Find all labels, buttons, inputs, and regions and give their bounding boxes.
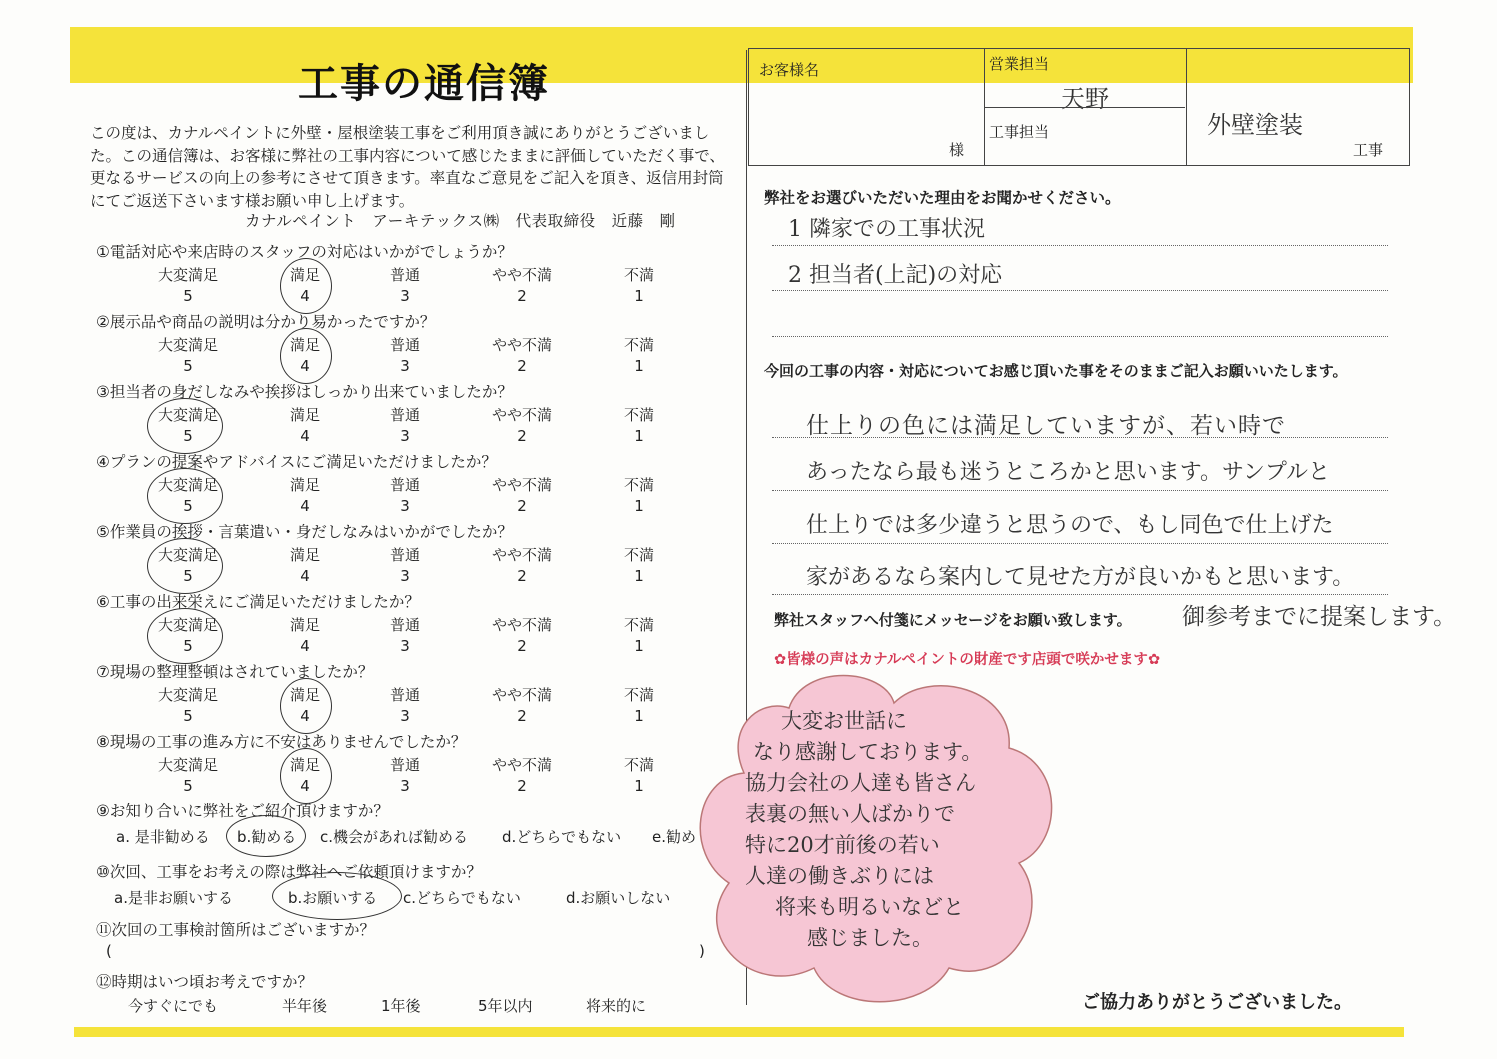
scale-number[interactable]: 5 (183, 777, 193, 795)
scale-label: 普通 (389, 616, 420, 634)
q10-text: ⑩次回、工事をお考えの際は弊社へご依頼頂けますか？ (96, 863, 482, 881)
scale-number[interactable]: 1 (634, 777, 644, 795)
q9-option-c[interactable]: c.機会があれば勧める (320, 828, 469, 846)
scale-label: 不満 (623, 686, 654, 704)
scale-label: やや不満 (491, 546, 552, 564)
note-line: 将来も明るいなどと (775, 895, 964, 919)
scale-number[interactable]: 1 (634, 427, 644, 445)
answer-circle (147, 398, 223, 454)
scale-number[interactable]: 1 (634, 497, 644, 515)
q9-option-b[interactable]: b.勧める (237, 828, 297, 846)
note-line: なり感謝しております。 (753, 740, 983, 764)
answer-circle (280, 328, 332, 384)
company-signature: カナルペイント アーキテックス㈱ 代表取締役 近藤 剛 (245, 212, 676, 230)
scale-label: やや不満 (491, 686, 552, 704)
scale-number[interactable]: 2 (517, 707, 527, 725)
thanks-text: ご協力ありがとうございました。 (1082, 992, 1352, 1013)
answer-circle (280, 258, 332, 314)
scale-number[interactable]: 3 (400, 637, 410, 655)
impression-line-4[interactable]: 家があるなら案内して見せた方が良いかもと思います。 (806, 565, 1355, 590)
intro-text: この度は、カナルペイントに外壁・屋根塗装工事をご利用頂き誠にありがとうございました。この通信簿は、お客様に弊社の工事内容について感じたままに評価していただく事で、更なるサービスの向上の参考にさせて頂きます。率直なご意見をご記入を頂き、返信用封筒にてご返送下さいます様お願い申し上げます。 (90, 124, 725, 210)
scale-label: やや不満 (491, 476, 552, 494)
scale-label: 普通 (389, 476, 420, 494)
q12-option-2[interactable]: 半年後 (282, 997, 328, 1015)
scale-number[interactable]: 2 (517, 637, 527, 655)
scale-label: 普通 (389, 546, 420, 564)
scale-number[interactable]: 3 (400, 287, 410, 305)
q9-option-d[interactable]: d.どちらでもない (502, 828, 622, 846)
impression-rule-4 (772, 594, 1388, 595)
scale-label: 不満 (623, 616, 654, 634)
note-line: 感じました。 (807, 926, 933, 950)
q12-option-3[interactable]: 1年後 (381, 997, 421, 1015)
scale-number[interactable]: 2 (517, 567, 527, 585)
note-line: 大変お世話に (781, 709, 907, 733)
scale-number[interactable]: 3 (400, 497, 410, 515)
reason-rule-2 (772, 290, 1388, 291)
scale-label: 満足 (289, 476, 320, 494)
scale-number[interactable]: 3 (400, 357, 410, 375)
q9-option-a[interactable]: a. 是非勧める (116, 828, 210, 846)
scale-label: 不満 (623, 756, 654, 774)
q11-close-paren: ) (699, 942, 705, 960)
customer-label: お客様名 (759, 61, 820, 79)
question-3-text: ③担当者の身だしなみや挨拶はしっかり出来ていましたか？ (96, 383, 513, 401)
scale-label: 普通 (389, 686, 420, 704)
q12-option-4[interactable]: 5年以内 (478, 997, 533, 1015)
note-line: 人達の働きぶりには (745, 864, 934, 888)
banner-label: 皆様の声はカナルペイントの財産です店頭で咲かせます (786, 652, 1148, 668)
question-5-text: ⑤作業員の挨拶・言葉遣い・身だしなみはいかがでしたか？ (96, 523, 513, 541)
note-line: 特に20才前後の若い (745, 833, 940, 857)
scale-label: やや不満 (491, 616, 552, 634)
bottom-yellow-band (74, 1027, 1404, 1037)
scale-label: 不満 (623, 406, 654, 424)
staff-cell (985, 49, 1187, 165)
scale-number[interactable]: 1 (634, 707, 644, 725)
note-line: 協力会社の人達も皆さん (745, 771, 976, 795)
scale-label: 普通 (389, 756, 420, 774)
sales-value[interactable]: 天野 (1061, 85, 1109, 113)
q10-option-b[interactable]: b.お願いする (288, 889, 378, 907)
scale-label: 満足 (289, 406, 320, 424)
banner-text (774, 648, 1160, 669)
work-label: 工事担当 (989, 123, 1050, 141)
reason-heading: 弊社をお選びいただいた理由をお聞かせください。 (764, 189, 1121, 207)
impression-rule-1 (772, 437, 1388, 438)
scale-label: 普通 (389, 336, 420, 354)
scale-number[interactable]: 5 (183, 567, 193, 585)
scale-label: 大変満足 (157, 336, 218, 354)
scale-label: 満足 (289, 756, 320, 774)
q12-option-1[interactable]: 今すぐにでも (128, 997, 219, 1015)
scale-number[interactable]: 5 (183, 287, 193, 305)
scale-number[interactable]: 1 (634, 637, 644, 655)
scale-label: やや不満 (491, 406, 552, 424)
scale-label: 満足 (289, 546, 320, 564)
work-suffix: 工事 (1353, 141, 1384, 159)
q10-option-c[interactable]: c.どちらでもない (403, 889, 521, 907)
question-8-text: ⑧現場の工事の進み方に不安はありませんでしたか？ (96, 733, 467, 751)
scale-label: 満足 (289, 266, 320, 284)
scale-label: やや不満 (491, 266, 552, 284)
message-heading: 弊社スタッフへ付箋にメッセージをお願い致します。 (774, 611, 1132, 629)
scale-number[interactable]: 2 (517, 357, 527, 375)
customer-cell (749, 49, 985, 165)
work-type-cell (1187, 49, 1409, 165)
scale-label: 大変満足 (157, 616, 218, 634)
scale-number[interactable]: 5 (183, 357, 193, 375)
q10-answer-circle (272, 872, 402, 920)
scale-label: やや不満 (491, 756, 552, 774)
scale-number[interactable]: 5 (183, 497, 193, 515)
q9-text: ⑨お知り合いに弊社をご紹介頂けますか？ (96, 802, 389, 820)
answer-circle (147, 538, 223, 594)
scale-label: 大変満足 (157, 406, 218, 424)
question-6-text: ⑥工事の出来栄えにご満足いただけましたか？ (96, 593, 420, 611)
scale-label: 大変満足 (157, 756, 218, 774)
scale-number[interactable]: 4 (300, 357, 310, 375)
scale-number[interactable]: 4 (300, 427, 310, 445)
impression-line-3[interactable]: 仕上りでは多少違うと思うので、もし同色で仕上げた (806, 513, 1334, 538)
scale-number[interactable]: 4 (300, 777, 310, 795)
answer-circle (280, 678, 332, 734)
info-box (748, 48, 1410, 166)
reason-line-2[interactable]: 2 担当者(上記)の対応 (788, 263, 1003, 288)
scale-number[interactable]: 2 (517, 497, 527, 515)
scale-number[interactable]: 2 (517, 427, 527, 445)
scale-label: 普通 (389, 266, 420, 284)
q10-option-d[interactable]: d.お願いしない (566, 889, 671, 907)
answer-circle (147, 608, 223, 664)
scale-label: 不満 (623, 336, 654, 354)
flower-icon: ✿ (774, 652, 787, 668)
scale-number[interactable]: 4 (300, 707, 310, 725)
scale-number[interactable]: 4 (300, 287, 310, 305)
q12-text: ⑫時期はいつ頃お考えですか？ (96, 973, 314, 991)
q9-option-e[interactable]: e.勧め (652, 828, 696, 846)
scale-label: 大変満足 (157, 476, 218, 494)
scale-number[interactable]: 3 (400, 427, 410, 445)
message-handwritten[interactable]: 御参考までに提案します。 (1182, 604, 1457, 630)
reason-line-1[interactable]: 1 隣家での工事状況 (788, 217, 985, 242)
scale-label: 大変満足 (157, 546, 218, 564)
impression-heading: 今回の工事の内容・対応についてお感じ頂いた事をそのままご記入お願いいたします。 (764, 362, 1348, 380)
question-4-text: ④プランの提案やアドバイスにご満足いただけましたか？ (96, 453, 497, 471)
question-7-text: ⑦現場の整理整頓はされていましたか？ (96, 663, 374, 681)
work-type-value[interactable]: 外壁塗装 (1207, 111, 1303, 139)
scale-label: 不満 (623, 546, 654, 564)
flower-icon: ✿ (1147, 652, 1161, 668)
scale-number[interactable]: 1 (634, 357, 644, 375)
sales-label: 営業担当 (989, 55, 1050, 73)
q12-option-5[interactable]: 将来的に (586, 997, 647, 1015)
scale-label: 普通 (389, 406, 420, 424)
scale-label: やや不満 (491, 336, 552, 354)
note-line: 表裏の無い人ばかりで (745, 802, 955, 826)
reason-rule-3 (772, 336, 1388, 337)
page-title: 工事の通信簿 (298, 61, 550, 107)
reason-rule-1 (772, 245, 1388, 246)
impression-line-1[interactable]: 仕上りの色には満足していますが、若い時で (806, 413, 1286, 439)
q11-text: ⑪次回の工事検討箇所はございますか？ (96, 921, 376, 939)
scale-number[interactable]: 2 (517, 287, 527, 305)
scale-number[interactable]: 4 (300, 637, 310, 655)
answer-circle (280, 748, 332, 804)
impression-rule-2 (772, 490, 1388, 491)
question-2-text: ②展示品や商品の説明は分かり易かったですか？ (96, 313, 436, 331)
scale-number[interactable]: 5 (183, 637, 193, 655)
sticky-note-text[interactable] (745, 706, 1035, 954)
scale-label: 満足 (289, 616, 320, 634)
answer-circle (147, 468, 223, 524)
scale-label: 満足 (289, 336, 320, 354)
scale-number[interactable]: 5 (183, 427, 193, 445)
scale-label: 大変満足 (157, 686, 218, 704)
staff-divider (985, 107, 1185, 108)
scale-number[interactable]: 3 (400, 777, 410, 795)
scale-number[interactable]: 2 (517, 777, 527, 795)
scale-number[interactable]: 1 (634, 287, 644, 305)
scale-label: 大変満足 (157, 266, 218, 284)
scale-number[interactable]: 3 (400, 707, 410, 725)
question-1-text: ①電話対応や来店時のスタッフの対応はいかがでしょうか？ (96, 243, 513, 261)
q11-open-paren: ( (106, 942, 112, 960)
scale-number[interactable]: 4 (300, 497, 310, 515)
scale-number[interactable]: 4 (300, 567, 310, 585)
sama-label: 様 (949, 141, 965, 159)
impression-line-2[interactable]: あったなら最も迷うところかと思います。サンプルと (806, 460, 1331, 485)
scale-label: 不満 (623, 476, 654, 494)
scale-number[interactable]: 1 (634, 567, 644, 585)
scale-number[interactable]: 3 (400, 567, 410, 585)
scale-number[interactable]: 5 (183, 707, 193, 725)
scale-label: 不満 (623, 266, 654, 284)
scale-label: 満足 (289, 686, 320, 704)
q10-option-a[interactable]: a.是非お願いする (114, 889, 233, 907)
impression-rule-3 (772, 543, 1388, 544)
q9-answer-circle (226, 815, 306, 857)
